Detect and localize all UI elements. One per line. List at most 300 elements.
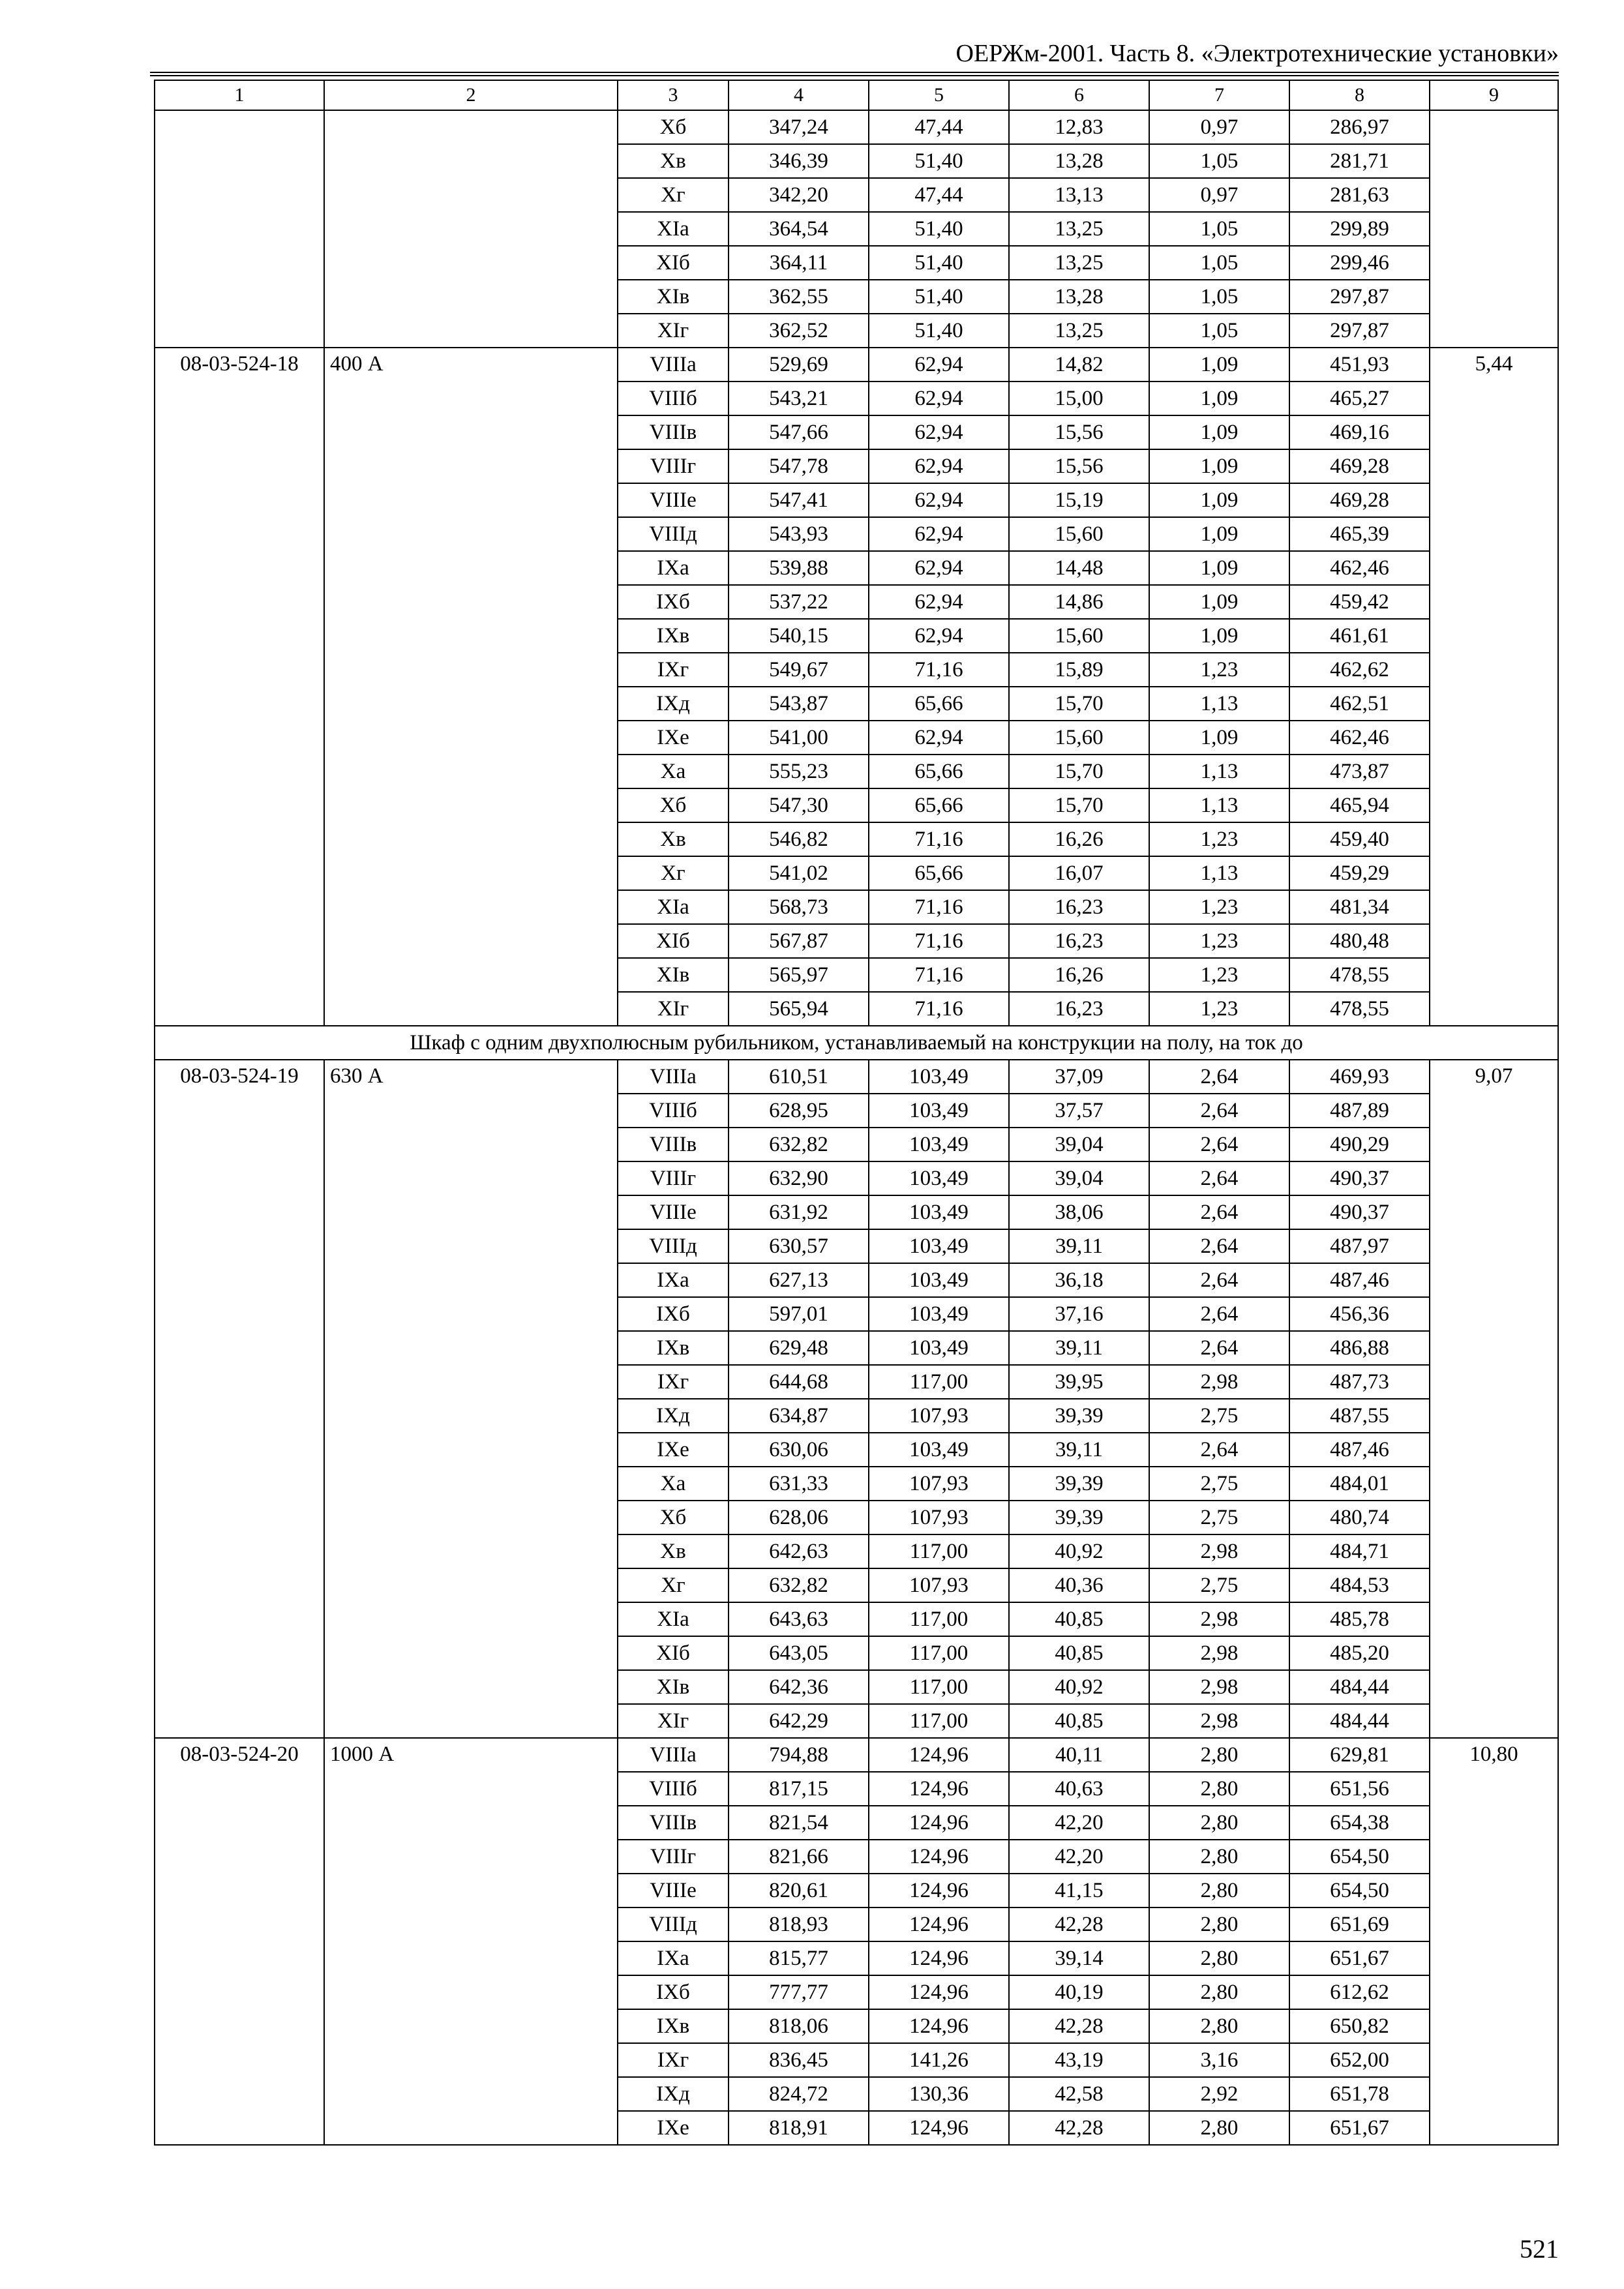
value-cell: 2,98 — [1149, 1534, 1289, 1568]
value-cell: 2,98 — [1149, 1602, 1289, 1636]
value-cell: 362,55 — [729, 280, 869, 314]
value-cell: 62,94 — [869, 619, 1009, 653]
value-cell: 632,90 — [729, 1161, 869, 1195]
value-cell: 643,05 — [729, 1636, 869, 1670]
value-cell: 65,66 — [869, 687, 1009, 721]
zone-code-cell: VIIIг — [618, 449, 729, 483]
value-cell: 39,11 — [1009, 1433, 1149, 1467]
value-cell: 39,04 — [1009, 1161, 1149, 1195]
value-cell: 124,96 — [869, 1840, 1009, 1874]
value-cell: 65,66 — [869, 856, 1009, 890]
column-number-row — [155, 80, 1558, 110]
value-cell: 16,23 — [1009, 890, 1149, 924]
value-cell: 462,46 — [1289, 721, 1430, 755]
value-cell: 484,53 — [1289, 1568, 1430, 1602]
value-cell: 71,16 — [869, 890, 1009, 924]
value-cell: 487,55 — [1289, 1399, 1430, 1433]
value-cell: 42,58 — [1009, 2077, 1149, 2111]
zone-code-cell: VIIIа — [618, 1060, 729, 1094]
column-number: 1 — [155, 80, 324, 110]
value-cell: 634,87 — [729, 1399, 869, 1433]
value-cell: 39,04 — [1009, 1128, 1149, 1161]
value-cell: 487,73 — [1289, 1365, 1430, 1399]
value-cell: 124,96 — [869, 1738, 1009, 1772]
value-cell: 42,20 — [1009, 1840, 1149, 1874]
value-cell: 650,82 — [1289, 2009, 1430, 2043]
value-cell: 651,69 — [1289, 1908, 1430, 1941]
value-cell: 610,51 — [729, 1060, 869, 1094]
value-cell: 821,66 — [729, 1840, 869, 1874]
zone-code-cell: VIIIв — [618, 1128, 729, 1161]
value-cell: 14,86 — [1009, 585, 1149, 619]
zone-code-cell: VIIIв — [618, 415, 729, 449]
value-cell: 47,44 — [869, 110, 1009, 144]
value-cell: 16,26 — [1009, 822, 1149, 856]
value-cell: 818,06 — [729, 2009, 869, 2043]
section-row — [155, 1026, 1558, 1060]
zone-code-cell: IXа — [618, 1941, 729, 1975]
position-label — [324, 110, 618, 348]
zone-code-cell: IXе — [618, 2111, 729, 2145]
value-cell: 459,40 — [1289, 822, 1430, 856]
value-cell: 487,46 — [1289, 1433, 1430, 1467]
value-cell: 469,28 — [1289, 483, 1430, 517]
value-cell: 462,51 — [1289, 687, 1430, 721]
value-cell: 2,64 — [1149, 1331, 1289, 1365]
value-cell: 40,85 — [1009, 1704, 1149, 1738]
value-cell: 630,06 — [729, 1433, 869, 1467]
value-cell: 469,93 — [1289, 1060, 1430, 1094]
value-cell: 485,78 — [1289, 1602, 1430, 1636]
zone-code-cell: IXв — [618, 1331, 729, 1365]
value-cell: 484,01 — [1289, 1467, 1430, 1501]
value-cell: 39,39 — [1009, 1399, 1149, 1433]
value-cell: 37,57 — [1009, 1094, 1149, 1128]
value-cell: 817,15 — [729, 1772, 869, 1806]
zone-code-cell: IXг — [618, 653, 729, 687]
value-cell: 2,92 — [1149, 2077, 1289, 2111]
value-cell: 15,00 — [1009, 382, 1149, 415]
value-cell: 364,54 — [729, 212, 869, 246]
value-cell: 490,29 — [1289, 1128, 1430, 1161]
zone-code-cell: XIв — [618, 280, 729, 314]
value-cell: 543,87 — [729, 687, 869, 721]
value-cell: 627,13 — [729, 1263, 869, 1297]
zone-code-cell: Xа — [618, 755, 729, 788]
value-cell: 51,40 — [869, 144, 1009, 178]
value-cell: 2,98 — [1149, 1670, 1289, 1704]
value-cell: 107,93 — [869, 1399, 1009, 1433]
value-cell: 541,02 — [729, 856, 869, 890]
value-cell: 1,09 — [1149, 619, 1289, 653]
value-cell: 13,28 — [1009, 144, 1149, 178]
price-table — [154, 80, 1559, 2146]
position-label: 400 А — [324, 348, 618, 1026]
value-cell: 643,63 — [729, 1602, 869, 1636]
column-9-value: 10,80 — [1430, 1738, 1558, 2145]
value-cell: 15,56 — [1009, 415, 1149, 449]
value-cell: 37,16 — [1009, 1297, 1149, 1331]
value-cell: 16,26 — [1009, 958, 1149, 992]
position-code: 08-03-524-20 — [155, 1738, 324, 2145]
value-cell: 484,71 — [1289, 1534, 1430, 1568]
value-cell: 71,16 — [869, 653, 1009, 687]
value-cell: 540,15 — [729, 619, 869, 653]
value-cell: 836,45 — [729, 2043, 869, 2077]
value-cell: 1,23 — [1149, 958, 1289, 992]
value-cell: 37,09 — [1009, 1060, 1149, 1094]
value-cell: 103,49 — [869, 1263, 1009, 1297]
value-cell: 654,50 — [1289, 1840, 1430, 1874]
value-cell: 539,88 — [729, 551, 869, 585]
value-cell: 103,49 — [869, 1161, 1009, 1195]
value-cell: 2,64 — [1149, 1297, 1289, 1331]
value-cell: 485,20 — [1289, 1636, 1430, 1670]
value-cell: 1,05 — [1149, 280, 1289, 314]
value-cell: 2,98 — [1149, 1636, 1289, 1670]
value-cell: 13,25 — [1009, 246, 1149, 280]
value-cell: 62,94 — [869, 449, 1009, 483]
value-cell: 632,82 — [729, 1568, 869, 1602]
value-cell: 107,93 — [869, 1568, 1009, 1602]
value-cell: 2,64 — [1149, 1433, 1289, 1467]
value-cell: 2,64 — [1149, 1094, 1289, 1128]
value-cell: 124,96 — [869, 1975, 1009, 2009]
value-cell: 15,60 — [1009, 517, 1149, 551]
zone-code-cell: XIа — [618, 1602, 729, 1636]
value-cell: 2,80 — [1149, 2111, 1289, 2145]
value-cell: 38,06 — [1009, 1195, 1149, 1229]
value-cell: 71,16 — [869, 958, 1009, 992]
section-title: Шкаф с одним двухполюсным рубильником, устанавливаемый на конструкции на полу, на ток до — [155, 1026, 1558, 1060]
value-cell: 2,80 — [1149, 1772, 1289, 1806]
value-cell: 103,49 — [869, 1433, 1009, 1467]
position-label: 630 А — [324, 1060, 618, 1738]
zone-code-cell: VIIIд — [618, 1908, 729, 1941]
value-cell: 42,28 — [1009, 2111, 1149, 2145]
value-cell: 465,39 — [1289, 517, 1430, 551]
value-cell: 473,87 — [1289, 755, 1430, 788]
value-cell: 124,96 — [869, 2111, 1009, 2145]
value-cell: 39,95 — [1009, 1365, 1149, 1399]
value-cell: 481,34 — [1289, 890, 1430, 924]
table-row — [155, 1060, 1558, 1094]
value-cell: 824,72 — [729, 2077, 869, 2111]
value-cell: 15,70 — [1009, 687, 1149, 721]
value-cell: 16,07 — [1009, 856, 1149, 890]
value-cell: 631,92 — [729, 1195, 869, 1229]
zone-code-cell: VIIIа — [618, 1738, 729, 1772]
value-cell: 820,61 — [729, 1874, 869, 1908]
value-cell: 568,73 — [729, 890, 869, 924]
value-cell: 297,87 — [1289, 280, 1430, 314]
value-cell: 794,88 — [729, 1738, 869, 1772]
zone-code-cell: VIIIд — [618, 517, 729, 551]
value-cell: 15,60 — [1009, 721, 1149, 755]
value-cell: 777,77 — [729, 1975, 869, 2009]
value-cell: 2,64 — [1149, 1263, 1289, 1297]
value-cell: 565,97 — [729, 958, 869, 992]
value-cell: 628,06 — [729, 1501, 869, 1534]
column-number: 5 — [869, 80, 1009, 110]
value-cell: 1,13 — [1149, 687, 1289, 721]
position-code — [155, 110, 324, 348]
zone-code-cell: XIб — [618, 1636, 729, 1670]
value-cell: 71,16 — [869, 992, 1009, 1026]
value-cell: 299,46 — [1289, 246, 1430, 280]
value-cell: 364,11 — [729, 246, 869, 280]
value-cell: 456,36 — [1289, 1297, 1430, 1331]
value-cell: 1,09 — [1149, 382, 1289, 415]
zone-code-cell: XIа — [618, 890, 729, 924]
value-cell: 141,26 — [869, 2043, 1009, 2077]
zone-code-cell: XIб — [618, 924, 729, 958]
value-cell: 1,05 — [1149, 144, 1289, 178]
value-cell: 815,77 — [729, 1941, 869, 1975]
zone-code-cell: IXг — [618, 2043, 729, 2077]
value-cell: 1,23 — [1149, 653, 1289, 687]
position-code: 08-03-524-18 — [155, 348, 324, 1026]
zone-code-cell: Xг — [618, 178, 729, 212]
value-cell: 651,67 — [1289, 2111, 1430, 2145]
value-cell: 71,16 — [869, 822, 1009, 856]
value-cell: 2,64 — [1149, 1229, 1289, 1263]
value-cell: 478,55 — [1289, 992, 1430, 1026]
value-cell: 13,13 — [1009, 178, 1149, 212]
table-row — [155, 1738, 1558, 1772]
value-cell: 0,97 — [1149, 110, 1289, 144]
zone-code-cell: IXв — [618, 2009, 729, 2043]
value-cell: 346,39 — [729, 144, 869, 178]
value-cell: 2,80 — [1149, 1908, 1289, 1941]
value-cell: 41,15 — [1009, 1874, 1149, 1908]
value-cell: 1,09 — [1149, 585, 1289, 619]
value-cell: 117,00 — [869, 1636, 1009, 1670]
value-cell: 1,05 — [1149, 246, 1289, 280]
zone-code-cell: VIIIе — [618, 1874, 729, 1908]
value-cell: 281,63 — [1289, 178, 1430, 212]
value-cell: 2,64 — [1149, 1195, 1289, 1229]
value-cell: 3,16 — [1149, 2043, 1289, 2077]
value-cell: 547,41 — [729, 483, 869, 517]
value-cell: 43,19 — [1009, 2043, 1149, 2077]
value-cell: 2,75 — [1149, 1568, 1289, 1602]
value-cell: 543,21 — [729, 382, 869, 415]
value-cell: 39,39 — [1009, 1501, 1149, 1534]
table-row — [155, 110, 1558, 144]
column-number: 7 — [1149, 80, 1289, 110]
value-cell: 651,56 — [1289, 1772, 1430, 1806]
value-cell: 15,60 — [1009, 619, 1149, 653]
value-cell: 652,00 — [1289, 2043, 1430, 2077]
value-cell: 2,64 — [1149, 1060, 1289, 1094]
value-cell: 62,94 — [869, 415, 1009, 449]
column-number: 9 — [1430, 80, 1558, 110]
value-cell: 281,71 — [1289, 144, 1430, 178]
value-cell: 2,75 — [1149, 1501, 1289, 1534]
value-cell: 2,64 — [1149, 1161, 1289, 1195]
value-cell: 2,75 — [1149, 1467, 1289, 1501]
table-row — [155, 348, 1558, 382]
value-cell: 62,94 — [869, 483, 1009, 517]
value-cell: 490,37 — [1289, 1195, 1430, 1229]
value-cell: 2,75 — [1149, 1399, 1289, 1433]
value-cell: 107,93 — [869, 1467, 1009, 1501]
value-cell: 124,96 — [869, 1772, 1009, 1806]
value-cell: 16,23 — [1009, 992, 1149, 1026]
value-cell: 2,80 — [1149, 1975, 1289, 2009]
value-cell: 65,66 — [869, 755, 1009, 788]
value-cell: 103,49 — [869, 1297, 1009, 1331]
value-cell: 642,36 — [729, 1670, 869, 1704]
value-cell: 565,94 — [729, 992, 869, 1026]
column-number: 2 — [324, 80, 618, 110]
value-cell: 40,36 — [1009, 1568, 1149, 1602]
column-number: 3 — [618, 80, 729, 110]
value-cell: 51,40 — [869, 314, 1009, 348]
value-cell: 629,81 — [1289, 1738, 1430, 1772]
value-cell: 71,16 — [869, 924, 1009, 958]
value-cell: 286,97 — [1289, 110, 1430, 144]
value-cell: 124,96 — [869, 1908, 1009, 1941]
value-cell: 480,48 — [1289, 924, 1430, 958]
column-number: 6 — [1009, 80, 1149, 110]
value-cell: 1,09 — [1149, 483, 1289, 517]
value-cell: 117,00 — [869, 1365, 1009, 1399]
zone-code-cell: VIIIе — [618, 1195, 729, 1229]
zone-code-cell: XIв — [618, 1670, 729, 1704]
zone-code-cell: VIIIб — [618, 1094, 729, 1128]
value-cell: 12,83 — [1009, 110, 1149, 144]
column-number: 8 — [1289, 80, 1430, 110]
value-cell: 651,78 — [1289, 2077, 1430, 2111]
value-cell: 821,54 — [729, 1806, 869, 1840]
value-cell: 654,38 — [1289, 1806, 1430, 1840]
value-cell: 465,94 — [1289, 788, 1430, 822]
value-cell: 62,94 — [869, 382, 1009, 415]
value-cell: 62,94 — [869, 348, 1009, 382]
column-number: 4 — [729, 80, 869, 110]
value-cell: 486,88 — [1289, 1331, 1430, 1365]
value-cell: 451,93 — [1289, 348, 1430, 382]
value-cell: 484,44 — [1289, 1670, 1430, 1704]
value-cell: 818,91 — [729, 2111, 869, 2145]
value-cell: 1,09 — [1149, 551, 1289, 585]
value-cell: 2,80 — [1149, 1874, 1289, 1908]
value-cell: 124,96 — [869, 1941, 1009, 1975]
value-cell: 13,25 — [1009, 212, 1149, 246]
value-cell: 555,23 — [729, 755, 869, 788]
value-cell: 15,70 — [1009, 788, 1149, 822]
value-cell: 1,13 — [1149, 788, 1289, 822]
value-cell: 487,46 — [1289, 1263, 1430, 1297]
zone-code-cell: Xв — [618, 1534, 729, 1568]
value-cell: 490,37 — [1289, 1161, 1430, 1195]
value-cell: 62,94 — [869, 585, 1009, 619]
value-cell: 1,23 — [1149, 822, 1289, 856]
value-cell: 36,18 — [1009, 1263, 1149, 1297]
value-cell: 13,28 — [1009, 280, 1149, 314]
zone-code-cell: Xб — [618, 788, 729, 822]
value-cell: 1,13 — [1149, 755, 1289, 788]
value-cell: 1,09 — [1149, 517, 1289, 551]
value-cell: 40,85 — [1009, 1636, 1149, 1670]
value-cell: 547,30 — [729, 788, 869, 822]
value-cell: 469,28 — [1289, 449, 1430, 483]
value-cell: 629,48 — [729, 1331, 869, 1365]
zone-code-cell: XIг — [618, 314, 729, 348]
value-cell: 62,94 — [869, 551, 1009, 585]
value-cell: 103,49 — [869, 1195, 1009, 1229]
value-cell: 124,96 — [869, 1806, 1009, 1840]
zone-code-cell: Xг — [618, 1568, 729, 1602]
value-cell: 1,09 — [1149, 415, 1289, 449]
value-cell: 39,11 — [1009, 1229, 1149, 1263]
value-cell: 597,01 — [729, 1297, 869, 1331]
value-cell: 2,98 — [1149, 1365, 1289, 1399]
zone-code-cell: IXб — [618, 1975, 729, 2009]
value-cell: 631,33 — [729, 1467, 869, 1501]
value-cell: 107,93 — [869, 1501, 1009, 1534]
value-cell: 1,09 — [1149, 721, 1289, 755]
value-cell: 480,74 — [1289, 1501, 1430, 1534]
value-cell: 65,66 — [869, 788, 1009, 822]
zone-code-cell: Xв — [618, 822, 729, 856]
value-cell: 124,96 — [869, 1874, 1009, 1908]
column-9-value: 9,07 — [1430, 1060, 1558, 1738]
value-cell: 15,89 — [1009, 653, 1149, 687]
zone-code-cell: VIIIг — [618, 1161, 729, 1195]
value-cell: 124,96 — [869, 2009, 1009, 2043]
value-cell: 117,00 — [869, 1602, 1009, 1636]
value-cell: 654,50 — [1289, 1874, 1430, 1908]
value-cell: 630,57 — [729, 1229, 869, 1263]
zone-code-cell: VIIIб — [618, 382, 729, 415]
zone-code-cell: Xб — [618, 110, 729, 144]
value-cell: 546,82 — [729, 822, 869, 856]
value-cell: 628,95 — [729, 1094, 869, 1128]
value-cell: 14,82 — [1009, 348, 1149, 382]
value-cell: 2,98 — [1149, 1704, 1289, 1738]
value-cell: 40,63 — [1009, 1772, 1149, 1806]
value-cell: 297,87 — [1289, 314, 1430, 348]
value-cell: 484,44 — [1289, 1704, 1430, 1738]
value-cell: 299,89 — [1289, 212, 1430, 246]
value-cell: 1,05 — [1149, 314, 1289, 348]
value-cell: 2,80 — [1149, 1840, 1289, 1874]
value-cell: 39,39 — [1009, 1467, 1149, 1501]
position-label: 1000 А — [324, 1738, 618, 2145]
value-cell: 642,29 — [729, 1704, 869, 1738]
value-cell: 51,40 — [869, 246, 1009, 280]
zone-code-cell: IXа — [618, 1263, 729, 1297]
zone-code-cell: VIIIа — [618, 348, 729, 382]
value-cell: 40,92 — [1009, 1534, 1149, 1568]
value-cell: 1,09 — [1149, 348, 1289, 382]
value-cell: 13,25 — [1009, 314, 1149, 348]
value-cell: 51,40 — [869, 280, 1009, 314]
value-cell: 103,49 — [869, 1128, 1009, 1161]
value-cell: 62,94 — [869, 517, 1009, 551]
value-cell: 2,80 — [1149, 1941, 1289, 1975]
value-cell: 15,70 — [1009, 755, 1149, 788]
value-cell: 537,22 — [729, 585, 869, 619]
value-cell: 0,97 — [1149, 178, 1289, 212]
value-cell: 644,68 — [729, 1365, 869, 1399]
value-cell: 1,23 — [1149, 992, 1289, 1026]
value-cell: 818,93 — [729, 1908, 869, 1941]
value-cell: 543,93 — [729, 517, 869, 551]
